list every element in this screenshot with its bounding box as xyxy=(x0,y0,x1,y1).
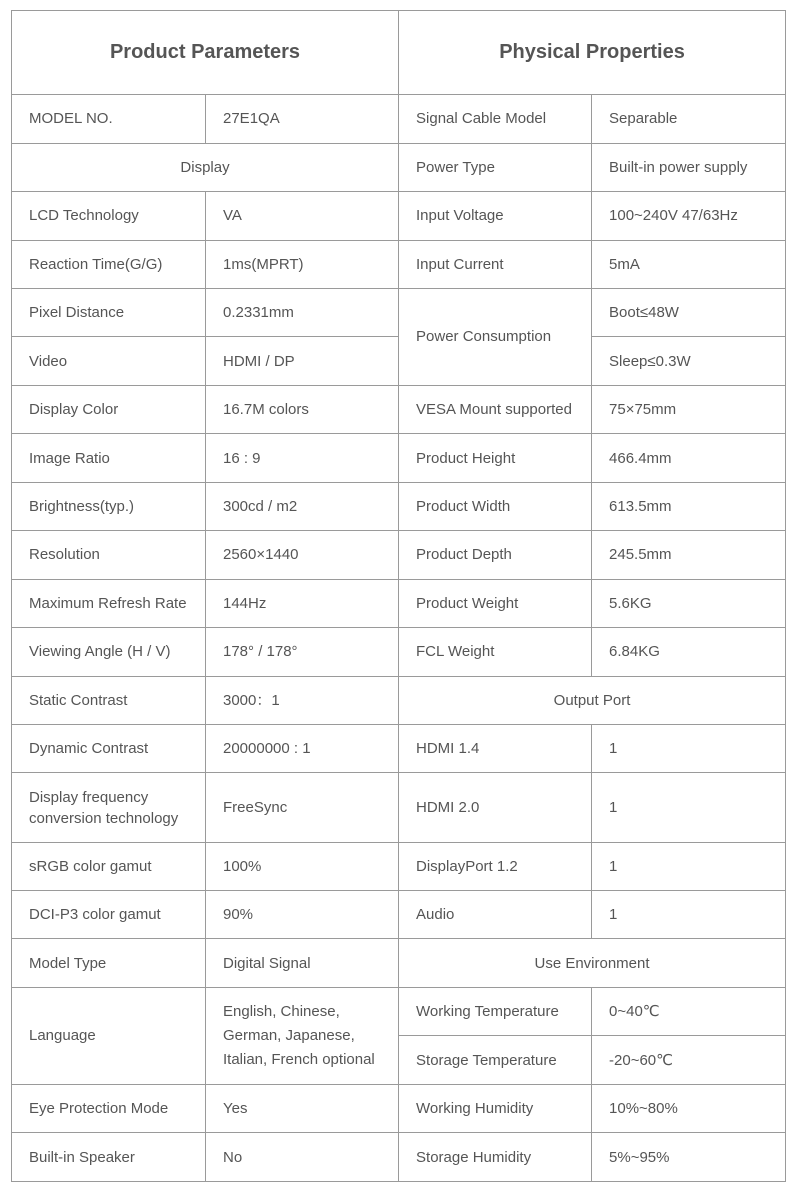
lcd-technology-label: LCD Technology xyxy=(12,192,206,240)
input-current-value: 5mA xyxy=(592,240,786,288)
vesa-mount-value: 75×75mm xyxy=(592,385,786,433)
table-row xyxy=(12,891,786,939)
dynamic-contrast-label: Dynamic Contrast xyxy=(12,724,206,772)
eye-protection-label: Eye Protection Mode xyxy=(12,1084,206,1132)
table-row xyxy=(12,192,786,240)
physical-properties-header: Physical Properties xyxy=(399,11,786,95)
table-row xyxy=(12,337,786,385)
table-row xyxy=(12,143,786,191)
spec-table xyxy=(11,10,786,1182)
signal-cable-label: Signal Cable Model xyxy=(399,95,592,143)
srgb-gamut-label: sRGB color gamut xyxy=(12,842,206,890)
image-ratio-value: 16 : 9 xyxy=(206,434,399,482)
power-boot-value: Boot≤48W xyxy=(592,289,786,337)
table-row xyxy=(12,579,786,627)
static-contrast-label: Static Contrast xyxy=(12,676,206,724)
power-consumption-label: Power Consumption xyxy=(399,289,592,386)
working-humidity-value: 10%~80% xyxy=(592,1084,786,1132)
product-width-value: 613.5mm xyxy=(592,482,786,530)
table-row xyxy=(12,724,786,772)
language-value-line1: English, Chinese, xyxy=(223,1003,340,1021)
table-row xyxy=(12,773,786,842)
model-type-value: Digital Signal xyxy=(206,939,399,987)
display-color-value: 16.7M colors xyxy=(206,385,399,433)
use-environment-section-header: Use Environment xyxy=(399,939,786,987)
model-no-label: MODEL NO. xyxy=(12,95,206,143)
table-row xyxy=(12,628,786,676)
display-section-header: Display xyxy=(12,143,399,191)
hdmi14-label: HDMI 1.4 xyxy=(399,724,592,772)
viewing-angle-value: 178° / 178° xyxy=(206,628,399,676)
product-height-label: Product Height xyxy=(399,434,592,482)
display-frequency-value: FreeSync xyxy=(206,773,399,842)
max-refresh-rate-value: 144Hz xyxy=(206,579,399,627)
table-row xyxy=(12,434,786,482)
storage-temperature-label: Storage Temperature xyxy=(399,1036,592,1084)
table-row xyxy=(12,1084,786,1132)
video-value: HDMI / DP xyxy=(206,337,399,385)
hdmi20-value: 1 xyxy=(592,773,786,842)
dynamic-contrast-value: 20000000 : 1 xyxy=(206,724,399,772)
language-value-line2: German, Japanese, xyxy=(223,1027,355,1045)
fcl-weight-label: FCL Weight xyxy=(399,628,592,676)
product-parameters-header: Product Parameters xyxy=(12,11,399,95)
signal-cable-value: Separable xyxy=(592,95,786,143)
pixel-distance-value: 0.2331mm xyxy=(206,289,399,337)
working-temperature-label: Working Temperature xyxy=(399,987,592,1035)
max-refresh-rate-label: Maximum Refresh Rate xyxy=(12,579,206,627)
table-row xyxy=(12,240,786,288)
model-type-label: Model Type xyxy=(12,939,206,987)
storage-humidity-value: 5%~95% xyxy=(592,1133,786,1182)
power-sleep-value: Sleep≤0.3W xyxy=(592,337,786,385)
table-row xyxy=(12,939,786,987)
table-row xyxy=(12,676,786,724)
product-depth-value: 245.5mm xyxy=(592,531,786,579)
resolution-value: 2560×1440 xyxy=(206,531,399,579)
hdmi14-value: 1 xyxy=(592,724,786,772)
image-ratio-label: Image Ratio xyxy=(12,434,206,482)
srgb-gamut-value: 100% xyxy=(206,842,399,890)
header-row xyxy=(12,11,786,95)
lcd-technology-value: VA xyxy=(206,192,399,240)
hdmi20-label: HDMI 2.0 xyxy=(399,773,592,842)
input-voltage-value: 100~240V 47/63Hz xyxy=(592,192,786,240)
product-weight-value: 5.6KG xyxy=(592,579,786,627)
reaction-time-label: Reaction Time(G/G) xyxy=(12,240,206,288)
brightness-label: Brightness(typ.) xyxy=(12,482,206,530)
product-width-label: Product Width xyxy=(399,482,592,530)
brightness-value: 300cd / m2 xyxy=(206,482,399,530)
viewing-angle-label: Viewing Angle (H / V) xyxy=(12,628,206,676)
language-value-line3: Italian, French optional xyxy=(223,1051,375,1069)
dcip3-gamut-value: 90% xyxy=(206,891,399,939)
product-depth-label: Product Depth xyxy=(399,531,592,579)
display-color-label: Display Color xyxy=(12,385,206,433)
product-weight-label: Product Weight xyxy=(399,579,592,627)
builtin-speaker-value: No xyxy=(206,1133,399,1182)
model-no-value: 27E1QA xyxy=(206,95,399,143)
dcip3-gamut-label: DCI-P3 color gamut xyxy=(12,891,206,939)
storage-humidity-label: Storage Humidity xyxy=(399,1133,592,1182)
displayport12-value: 1 xyxy=(592,842,786,890)
eye-protection-value: Yes xyxy=(206,1084,399,1132)
storage-temperature-value: -20~60℃ xyxy=(592,1036,786,1084)
display-frequency-label-line2: conversion technology xyxy=(29,809,179,827)
vesa-mount-label: VESA Mount supported xyxy=(399,385,592,433)
working-humidity-label: Working Humidity xyxy=(399,1084,592,1132)
video-label: Video xyxy=(12,337,206,385)
reaction-time-value: 1ms(MPRT) xyxy=(206,240,399,288)
product-height-value: 466.4mm xyxy=(592,434,786,482)
table-row xyxy=(12,1133,786,1182)
table-row xyxy=(12,482,786,530)
table-row xyxy=(12,842,786,890)
table-row xyxy=(12,385,786,433)
pixel-distance-label: Pixel Distance xyxy=(12,289,206,337)
builtin-speaker-label: Built-in Speaker xyxy=(12,1133,206,1182)
language-value xyxy=(206,987,399,1084)
static-contrast-value: 3000：1 xyxy=(206,676,399,724)
table-row xyxy=(12,289,786,337)
audio-label: Audio xyxy=(399,891,592,939)
power-type-value: Built-in power supply xyxy=(592,143,786,191)
input-voltage-label: Input Voltage xyxy=(399,192,592,240)
table-row xyxy=(12,95,786,143)
input-current-label: Input Current xyxy=(399,240,592,288)
output-port-section-header: Output Port xyxy=(399,676,786,724)
power-type-label: Power Type xyxy=(399,143,592,191)
working-temperature-value: 0~40℃ xyxy=(592,987,786,1035)
audio-value: 1 xyxy=(592,891,786,939)
table-row xyxy=(12,987,786,1035)
fcl-weight-value: 6.84KG xyxy=(592,628,786,676)
table-row xyxy=(12,531,786,579)
display-frequency-label-line1: Display frequency xyxy=(29,788,149,806)
language-label: Language xyxy=(12,987,206,1084)
display-frequency-label xyxy=(12,773,206,842)
displayport12-label: DisplayPort 1.2 xyxy=(399,842,592,890)
resolution-label: Resolution xyxy=(12,531,206,579)
